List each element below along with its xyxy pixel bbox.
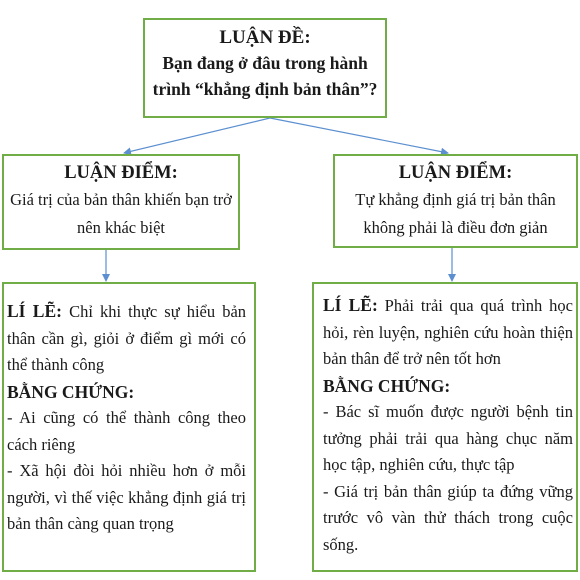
left-reason-label: LÍ LẼ: <box>7 301 62 321</box>
left-reason <box>7 298 246 379</box>
right-evidence-item: - Giá trị bản thân giúp ta đứng vững trước vô vàn thử thách trong cuộc sống. <box>323 481 573 554</box>
left-detail-box <box>2 282 256 572</box>
thesis-box <box>143 18 387 118</box>
arrow-thesis-to-left-point <box>124 118 270 153</box>
thesis-text: Bạn đang ở đâu trong hành trình “khẳng định bản thân”? <box>152 53 378 99</box>
arrow-thesis-to-right-point <box>270 118 448 153</box>
right-point-text: Tự khẳng định giá trị bản thân không phải là điều đơn giản <box>355 190 556 237</box>
right-detail-box <box>312 282 578 572</box>
left-point-box <box>2 154 240 250</box>
left-evidence-label: BẰNG CHỨNG: <box>7 381 135 402</box>
left-reason-text: Chỉ khi thực sự hiểu bản thân cần gì, giỏi ở điểm gì mới có thể thành công <box>7 302 247 374</box>
right-reason-text: Phải trải qua quá trình học hỏi, rèn luyện, nghiên cứu hoàn thiện bản thân để trở nên tốt hơn <box>323 296 573 368</box>
right-evidence-label: BẰNG CHỨNG: <box>323 375 451 396</box>
left-point-title: LUẬN ĐIỂM: <box>64 163 178 183</box>
right-reason <box>323 292 573 373</box>
thesis-title: LUẬN ĐỀ: <box>219 27 311 48</box>
right-evidence-item: - Bác sĩ muốn được người bệnh tin tưởng phải trải qua hàng chục năm học tập, nghiên cứu, thực tập <box>323 402 573 474</box>
left-point-text: Giá trị của bản thân khiến bạn trở nên khác biệt <box>10 190 232 237</box>
left-evidence-item: - Ai cũng có thể thành công theo cách riêng <box>7 408 246 454</box>
right-reason-label: LÍ LẼ: <box>323 295 378 315</box>
left-evidence-item: - Xã hội đòi hỏi nhiều hơn ở mỗi người, vì thế việc khẳng định giá trị bản thân càng quan trọng <box>7 461 246 533</box>
right-point-box <box>333 154 578 248</box>
right-point-title: LUẬN ĐIỂM: <box>398 163 513 183</box>
